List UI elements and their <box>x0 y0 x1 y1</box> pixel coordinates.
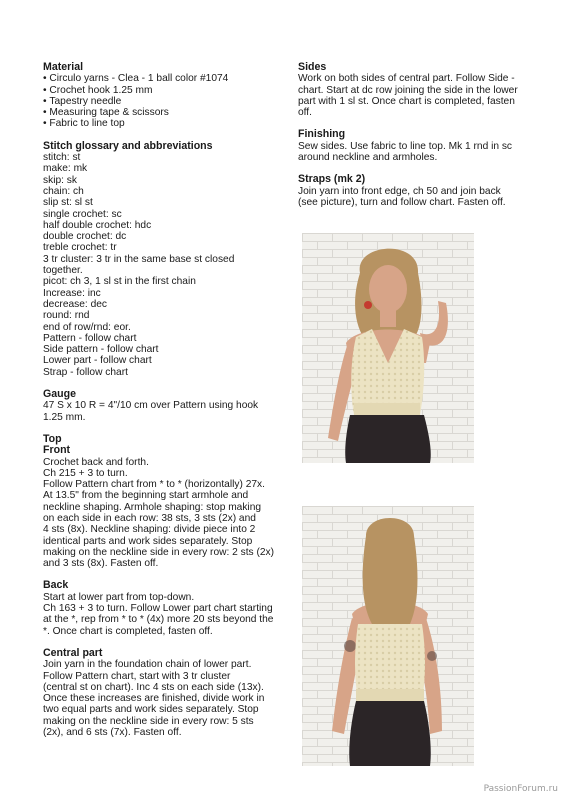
left-column <box>43 62 291 738</box>
front-line: making on the neckline side in every row: 2 sts (2x) <box>43 546 275 558</box>
list-item: • Crochet hook 1.25 mm <box>43 85 291 96</box>
finishing-line: Sew sides. Use fabric to line top. Mk 1 rnd in sc <box>298 140 513 152</box>
front-line: Follow Pattern chart from * to * (horizontally) 27x. <box>43 479 265 491</box>
glossary-line: Strap - follow chart <box>43 366 128 378</box>
central-line: Follow Pattern chart, start with 3 tr cluster <box>43 670 231 682</box>
list-item: • Tapestry needle <box>43 96 291 107</box>
material-list <box>43 73 291 129</box>
central-line: two equal parts and work sides separately. Stop <box>43 704 259 716</box>
glossary-line: Increase: inc <box>43 287 101 299</box>
glossary-line: Side pattern - follow chart <box>43 344 159 356</box>
central-line: (2x), and 6 sts (7x). Fasten off. <box>43 727 182 739</box>
glossary-line: Pattern - follow chart <box>43 332 137 344</box>
front-line: and 3 sts (8x). Fasten off. <box>43 558 159 570</box>
gauge-line: 47 S x 10 R = 4"/10 cm over Pattern using hook <box>43 400 259 412</box>
glossary-line: stitch: st <box>43 152 81 164</box>
glossary-line: make: mk <box>43 163 88 175</box>
glossary-line: round: rnd <box>43 310 90 322</box>
glossary-line: skip: sk <box>43 174 77 186</box>
model-back-illustration <box>302 506 474 766</box>
glossary-line: 3 tr cluster: 3 tr in the same base st closed <box>43 253 235 265</box>
front-line: Crochet back and forth. <box>43 456 149 468</box>
list-item: • Measuring tape & scissors <box>43 107 291 118</box>
right-column <box>298 62 538 208</box>
glossary-line: treble crochet: tr <box>43 242 117 254</box>
central-line: Once these increases are finished, divide work in <box>43 693 265 705</box>
back-line: Start at lower part from top-down. <box>43 591 195 603</box>
list-item: • Fabric to line top <box>43 118 291 129</box>
glossary-line: together. <box>43 265 83 277</box>
finishing-title: Finishing <box>298 128 346 141</box>
glossary-line: double crochet: dc <box>43 231 127 243</box>
front-line: identical parts and work sides separately. Stop <box>43 535 253 547</box>
front-line: on each side in each row: 38 sts, 3 sts (2x) and <box>43 512 256 524</box>
glossary-line: half double crochet: hdc <box>43 219 152 231</box>
glossary-line: single crochet: sc <box>43 208 122 220</box>
back-line: at the *, rep from * to * (4x) more 20 sts beyond the <box>43 614 274 626</box>
glossary-title: Stitch glossary and abbreviations <box>43 139 213 152</box>
model-back-photo <box>302 506 474 766</box>
list-item: • Circulo yarns - Clea - 1 ball color #1074 <box>43 73 291 84</box>
material-title: Material <box>43 61 84 73</box>
back-line: *. Once chart is completed, fasten off. <box>43 625 213 637</box>
straps-line: (see picture), turn and follow chart. Fasten off. <box>298 196 506 208</box>
back-line: Ch 163 + 3 to turn. Follow Lower part chart starting <box>43 603 273 615</box>
front-line: Ch 215 + 3 to turn. <box>43 467 128 479</box>
straps-line: Join yarn into front edge, ch 50 and join back <box>298 185 501 197</box>
model-front-illustration <box>302 233 474 463</box>
watermark: PassionForum.ru <box>483 784 558 794</box>
gauge-line: 1.25 mm. <box>43 411 86 423</box>
front-line: neckline shaping. Armhole shaping: stop making <box>43 501 262 513</box>
central-part-title: Central part <box>43 646 103 659</box>
glossary-line: decrease: dec <box>43 298 107 310</box>
central-line: making on the neckline side in every row: 5 sts <box>43 715 254 727</box>
glossary-line: Lower part - follow chart <box>43 355 152 367</box>
glossary-line: slip st: sl st <box>43 197 93 209</box>
finishing-line: around neckline and armholes. <box>298 152 438 164</box>
sides-line: chart. Start at dc row joining the side in the lower <box>298 84 518 96</box>
sides-line: off. <box>298 107 312 119</box>
central-line: Join yarn in the foundation chain of lower part. <box>43 659 252 671</box>
top-title: Top <box>43 432 62 445</box>
glossary-list <box>43 152 291 378</box>
sides-line: part with 1 sl st. Once chart is completed, fasten <box>298 95 515 107</box>
sides-title: Sides <box>298 61 327 73</box>
central-line: (central st on chart). Inc 4 sts on each side (13x). <box>43 681 264 693</box>
glossary-line: picot: ch 3, 1 sl st in the first chain <box>43 276 196 288</box>
glossary-line: chain: ch <box>43 185 84 197</box>
front-line: 4 sts (8x). Neckline shaping: divide piece into 2 <box>43 524 256 536</box>
front-line: At 13.5" from the beginning start armhole and <box>43 490 249 502</box>
straps-title: Straps (mk 2) <box>298 173 366 186</box>
front-title: Front <box>43 444 71 457</box>
gauge-title: Gauge <box>43 388 76 401</box>
glossary-line: end of row/rnd: eor. <box>43 321 131 333</box>
model-front-photo <box>302 233 474 463</box>
back-title: Back <box>43 579 69 592</box>
sides-line: Work on both sides of central part. Follow Side - <box>298 73 515 85</box>
